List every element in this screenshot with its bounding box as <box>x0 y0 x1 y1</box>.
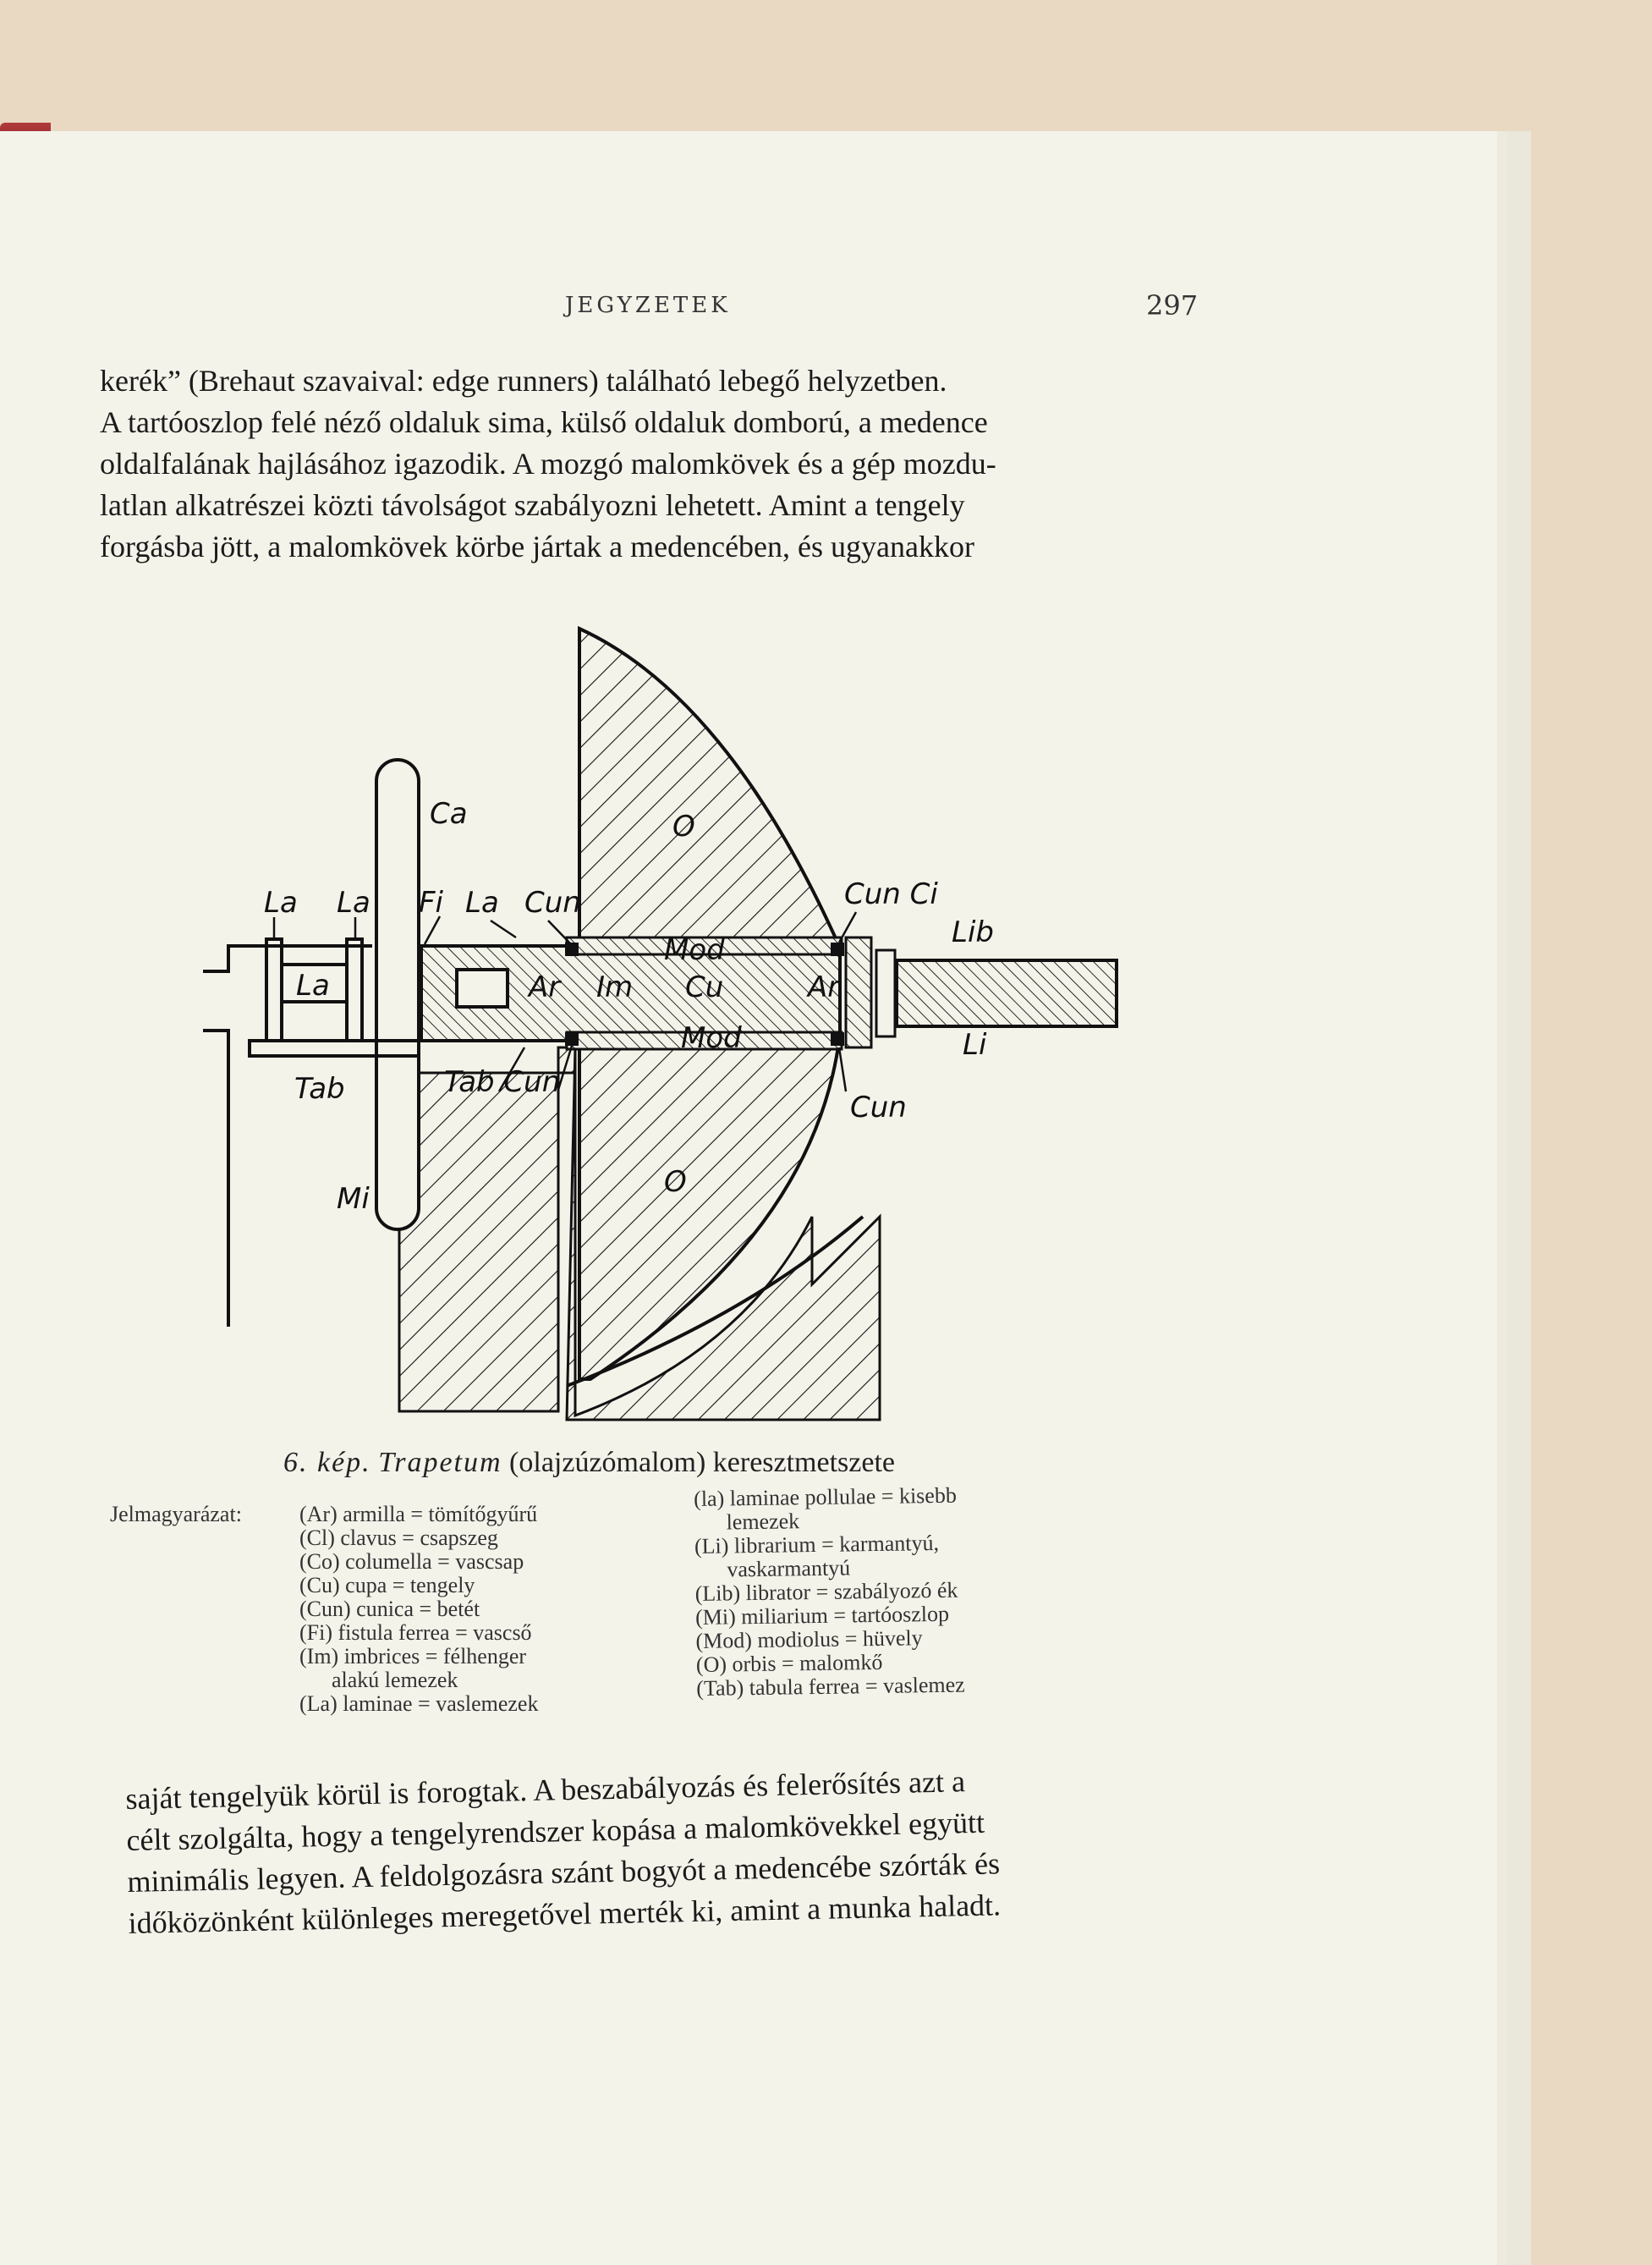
figure-caption <box>283 1447 895 1479</box>
text-line: célt szolgálta, hogy a tengelyrendszer kopása a malomkövekkel együtt <box>126 1805 985 1857</box>
label-cun-ci: Cun Ci <box>844 877 938 911</box>
legend-entry: (Cu) cupa = tengely <box>299 1573 475 1597</box>
caption-label: 6. kép. <box>283 1447 371 1478</box>
label-cu: Cu <box>685 970 724 1004</box>
text-line: időközönként különleges meregetővel merték ki, amint a munka haladt. <box>128 1888 1002 1940</box>
label-mod-bottom: Mod <box>681 1021 742 1055</box>
trapetum-cross-section-diagram <box>203 624 1133 1428</box>
label-lib: Lib <box>952 915 994 949</box>
legend-entry: (la) laminae pollulae = kisebb <box>693 1482 958 1511</box>
legend-right <box>694 1484 965 1701</box>
label-cun-1: Cun <box>524 886 581 920</box>
label-tab-cun: Tab Cun <box>444 1065 561 1099</box>
legend-entry: (Co) columella = vascsap <box>299 1549 524 1574</box>
legend-entry-continued: alakú lemezek <box>332 1668 458 1692</box>
label-la-2: La <box>337 886 370 920</box>
text-line: oldalfalának hajlásához igazodik. A mozgó malomkövek és a gép mozdu- <box>100 447 996 481</box>
label-ar-2: Ar <box>808 970 840 1004</box>
legend-entry: (Im) imbrices = félhenger <box>299 1644 527 1669</box>
librarium-sleeve <box>846 937 871 1047</box>
label-fi: Fi <box>419 886 444 920</box>
legend-entry: (Mod) modiolus = hüvely <box>695 1625 923 1653</box>
label-o-bottom: O <box>664 1165 687 1199</box>
legend-entry: (Cl) clavus = csapszeg <box>299 1526 498 1550</box>
label-ar-1: Ar <box>529 970 561 1004</box>
text-line: A tartóoszlop felé néző oldaluk sima, külső oldaluk domború, a medence <box>100 405 988 439</box>
legend-entry: (Mi) miliarium = tartóoszlop <box>694 1601 950 1630</box>
legend-entry: (Li) librarium = karmantyú, <box>694 1530 940 1559</box>
legend-entry: (Fi) fistula ferrea = vascső <box>299 1620 532 1645</box>
legend-entry: (Tab) tabula ferrea = vaslemez <box>696 1672 965 1701</box>
running-title: JEGYZETEK <box>565 293 731 318</box>
upper-millstone <box>579 629 839 946</box>
label-ca: Ca <box>430 797 468 831</box>
legend-entry-continued: lemezek <box>726 1509 800 1535</box>
label-la-3: La <box>465 886 499 920</box>
label-tab: Tab <box>294 1072 345 1106</box>
label-cun-3: Cun <box>850 1091 907 1124</box>
text-line: saját tengelyük körül is forogtak. A beszabályozás és felerősítés azt a <box>125 1764 966 1816</box>
columella-pin <box>376 760 419 1229</box>
legend-left <box>110 1503 538 1716</box>
label-mod-top: Mod <box>664 933 725 967</box>
legend-heading: Jelmagyarázat: <box>110 1502 242 1526</box>
legend-entry: (Cun) cunica = betét <box>299 1597 480 1621</box>
text-line: kerék” (Brehaut szavaival: edge runners) található lebegő helyzetben. <box>100 364 947 398</box>
legend-entry: (O) orbis = malomkő <box>695 1649 883 1677</box>
miliarium-column <box>399 1047 575 1411</box>
text-line: minimális legyen. A feldolgozásra szánt bogyót a medencébe szórták és <box>127 1846 1001 1899</box>
label-la-1: La <box>264 886 298 920</box>
label-la-box: La <box>296 969 330 1003</box>
librator-bar <box>897 960 1117 1026</box>
armilla-ring <box>876 950 895 1036</box>
page-header <box>0 289 1243 323</box>
legend-entry: (La) laminae = vaslemezek <box>299 1691 539 1716</box>
legend-entry: (Ar) armilla = tömítőgyűrű <box>299 1502 538 1526</box>
caption-rest: (olajzúzómalom) keresztmetszete <box>509 1447 895 1478</box>
label-li: Li <box>963 1028 987 1062</box>
text-line: forgásba jött, a malomkövek körbe jártak a medencében, és ugyanakkor <box>100 530 974 564</box>
legend-entry-continued: vaskarmantyú <box>727 1555 851 1582</box>
page-number: 297 <box>1146 289 1199 322</box>
legend-entry: (Lib) librator = szabályozó ék <box>694 1577 958 1606</box>
paragraph-top <box>100 360 1199 568</box>
paragraph-bottom <box>125 1756 1228 1944</box>
label-im: Im <box>596 970 634 1004</box>
label-o-top: O <box>672 810 695 844</box>
label-mi: Mi <box>337 1182 370 1216</box>
caption-title: Trapetum <box>378 1447 502 1478</box>
text-line: latlan alkatrészei közti távolságot szabályozni lehetett. Amint a tengely <box>100 488 965 522</box>
small-plate-block <box>457 970 508 1007</box>
